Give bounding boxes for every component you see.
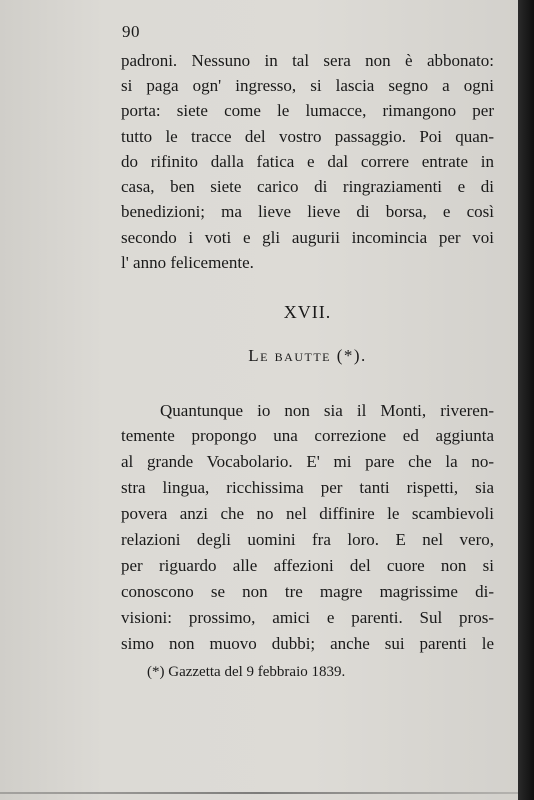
text-line: benedizioni; ma lieve lieve di borsa, e così [121, 202, 494, 221]
text-line: povera anzi che no nel diffinire le scambievoli [121, 504, 494, 523]
text-line: visioni: prossimo, amici e parenti. Sul pros- [121, 608, 494, 627]
text-line: do rifinito dalla fatica e dal correre entrate in [121, 152, 494, 171]
text-line: secondo i voti e gli augurii incomincia per voi [121, 228, 494, 247]
text-line: Quantunque io non sia il Monti, riveren- [160, 401, 494, 420]
text-line: conoscono se non tre magre magrissime di- [121, 582, 494, 601]
section-title: Le bautte (*). [248, 346, 367, 365]
text-line: per riguardo alle affezioni del cuore non si [121, 556, 494, 575]
bottom-edge-shadow [0, 792, 520, 794]
text-line: l' anno felicemente. [121, 253, 254, 272]
text-line: stra lingua, ricchissima per tanti rispetti, sia [121, 478, 494, 497]
text-line: porta: siete come le lumacce, rimangono per [121, 101, 494, 120]
chapter-number: XVII. [283, 302, 332, 322]
book-spine-shadow [518, 0, 534, 800]
footnote: (*) Gazzetta del 9 febbraio 1839. [147, 664, 346, 680]
text-line: tutto le tracce del vostro passaggio. Poi quan- [121, 127, 494, 146]
text-line: simo non muovo dubbi; anche sui parenti le [121, 634, 494, 653]
page-number: 90 [122, 22, 140, 41]
text-line: relazioni degli uomini fra loro. E nel vero, [121, 530, 494, 549]
text-line: casa, ben siete carico di ringraziamenti e di [121, 177, 494, 196]
text-line: al grande Vocabolario. E' mi pare che la no- [121, 452, 494, 471]
text-line: si paga ogn' ingresso, si lascia segno a ogni [121, 76, 494, 95]
text-line: temente propongo una correzione ed aggiunta [121, 426, 494, 445]
text-line: padroni. Nessuno in tal sera non è abbonato: [121, 51, 494, 70]
